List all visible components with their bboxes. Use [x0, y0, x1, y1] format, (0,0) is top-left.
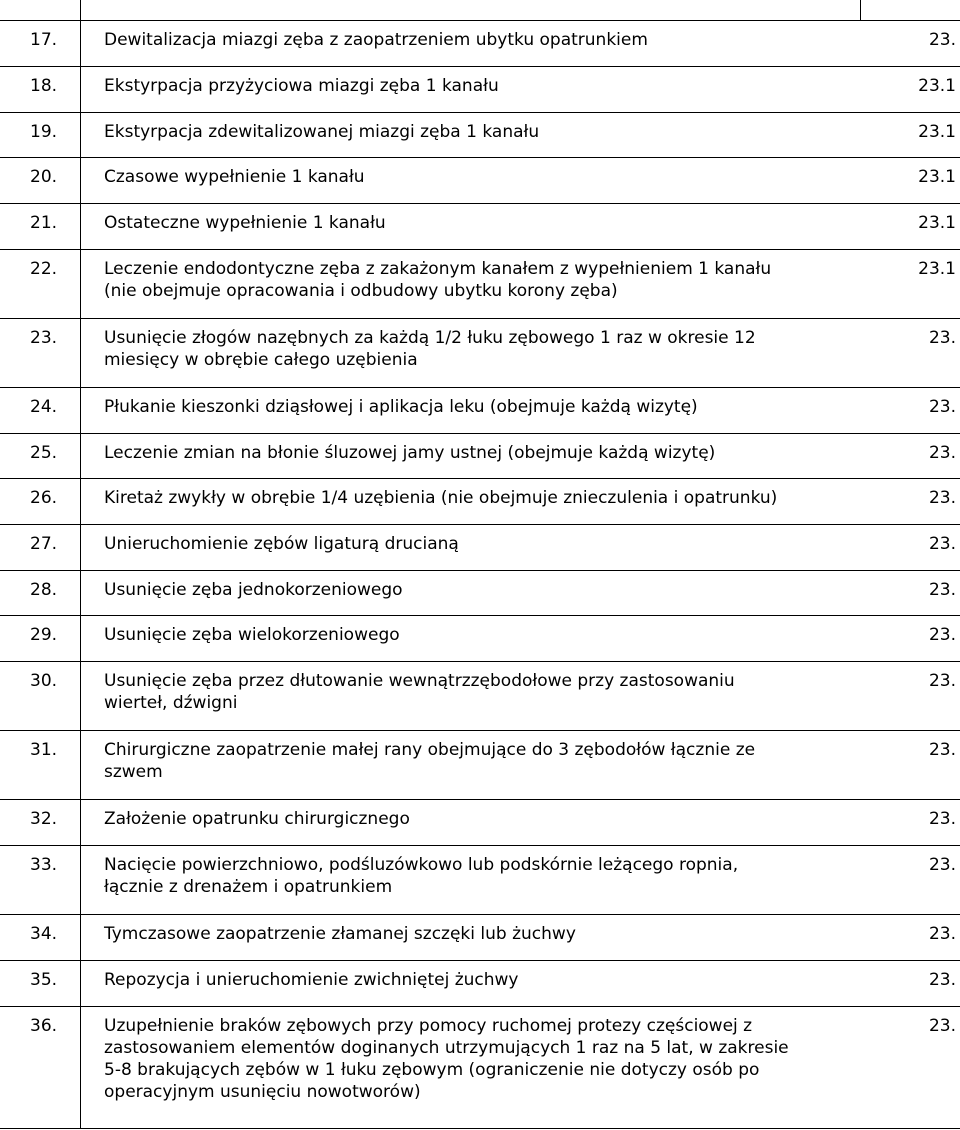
table-row — [0, 157, 960, 203]
row-code: 23.1 — [918, 259, 956, 279]
row-description: Uzupełnienie braków zębowych przy pomocy ruchomej protezy częściowej z zastosowaniem elementów doginanych utrzymujących 1 raz na 5 lat, w zakresie 5-8 brakujących zębów w 1 łuku zębowym (ograniczenie nie dotyczy osób po operacyjnym usunięciu nowotworów) — [104, 1016, 789, 1102]
row-code: 23.1 — [918, 167, 956, 187]
row-code: 23. — [928, 1016, 956, 1036]
row-description: Płukanie kieszonki dziąsłowej i aplikacja leku (obejmuje każdą wizytę) — [104, 397, 698, 417]
row-description: Usunięcie zęba jednokorzeniowego — [104, 580, 403, 600]
row-number: 23. — [30, 328, 58, 348]
row-code: 23. — [928, 924, 956, 944]
row-code: 23. — [928, 809, 956, 829]
row-number: 19. — [30, 122, 58, 142]
row-code: 23.1 — [918, 213, 956, 233]
table-row — [0, 249, 960, 318]
row-number: 36. — [30, 1016, 58, 1036]
table-row — [0, 433, 960, 478]
row-number: 20. — [30, 167, 58, 187]
row-number: 29. — [30, 625, 58, 645]
row-description: Repozycja i unieruchomienie zwichniętej żuchwy — [104, 970, 519, 990]
column-divider — [860, 0, 861, 20]
row-description: Ekstyrpacja zdewitalizowanej miazgi zęba 1 kanału — [104, 122, 540, 142]
row-description: Dewitalizacja miazgi zęba z zaopatrzeniem ubytku opatrunkiem — [104, 30, 648, 50]
row-description: Czasowe wypełnienie 1 kanału — [104, 167, 365, 187]
row-code: 23. — [928, 580, 956, 600]
row-number: 33. — [30, 855, 58, 875]
table-bottom-border — [0, 1128, 960, 1129]
table-row — [0, 661, 960, 730]
row-code: 23. — [928, 397, 956, 417]
row-number: 30. — [30, 671, 58, 691]
row-code: 23. — [928, 970, 956, 990]
row-code: 23. — [928, 328, 956, 348]
row-code: 23. — [928, 671, 956, 691]
table-row — [0, 203, 960, 249]
row-description: Założenie opatrunku chirurgicznego — [104, 809, 410, 829]
row-code: 23. — [928, 534, 956, 554]
row-number: 26. — [30, 488, 58, 508]
row-code: 23. — [928, 488, 956, 508]
row-number: 25. — [30, 443, 58, 463]
row-description: Usunięcie zęba przez dłutowanie wewnątrzzębodołowe przy zastosowaniu wierteł, dźwigni — [104, 671, 735, 713]
table-row — [0, 914, 960, 960]
row-number: 21. — [30, 213, 58, 233]
row-description: Usunięcie zęba wielokorzeniowego — [104, 625, 400, 645]
table-row — [0, 1006, 960, 1128]
row-number: 31. — [30, 740, 58, 760]
table-row — [0, 318, 960, 387]
table-row — [0, 960, 960, 1006]
table-row — [0, 478, 960, 524]
table-row — [0, 66, 960, 112]
row-description: Ekstyrpacja przyżyciowa miazgi zęba 1 kanału — [104, 76, 499, 96]
row-code: 23.1 — [918, 76, 956, 96]
table-row — [0, 799, 960, 845]
row-code: 23. — [928, 30, 956, 50]
row-code: 23. — [928, 740, 956, 760]
row-number: 17. — [30, 30, 58, 50]
row-description: Tymczasowe zaopatrzenie złamanej szczęki lub żuchwy — [104, 924, 576, 944]
row-description: Usunięcie złogów nazębnych za każdą 1/2 łuku zębowego 1 raz w okresie 12 miesięcy w obrębie całego uzębienia — [104, 328, 756, 370]
row-number: 34. — [30, 924, 58, 944]
row-description: Unieruchomienie zębów ligaturą drucianą — [104, 534, 459, 554]
row-description: Leczenie endodontyczne zęba z zakażonym kanałem z wypełnieniem 1 kanału (nie obejmuje opracowania i odbudowy ubytku korony zęba) — [104, 259, 772, 301]
column-divider — [80, 0, 81, 1128]
row-number: 27. — [30, 534, 58, 554]
table-row — [0, 20, 960, 66]
row-number: 22. — [30, 259, 58, 279]
table-row — [0, 524, 960, 570]
row-number: 35. — [30, 970, 58, 990]
table-row — [0, 570, 960, 615]
table-row — [0, 615, 960, 661]
row-description: Nacięcie powierzchniowo, podśluzówkowo lub podskórnie leżącego ropnia, łącznie z drenażem i opatrunkiem — [104, 855, 739, 897]
row-number: 32. — [30, 809, 58, 829]
row-code: 23. — [928, 625, 956, 645]
table-row — [0, 112, 960, 157]
row-code: 23. — [928, 855, 956, 875]
row-description: Leczenie zmian na błonie śluzowej jamy ustnej (obejmuje każdą wizytę) — [104, 443, 716, 463]
row-code: 23.1 — [918, 122, 956, 142]
row-description: Kiretaż zwykły w obrębie 1/4 uzębienia (nie obejmuje znieczulenia i opatrunku) — [104, 488, 778, 508]
table-row — [0, 845, 960, 914]
row-number: 24. — [30, 397, 58, 417]
row-number: 18. — [30, 76, 58, 96]
row-description: Chirurgiczne zaopatrzenie małej rany obejmujące do 3 zębodołów łącznie ze szwem — [104, 740, 756, 782]
table-row — [0, 387, 960, 433]
row-number: 28. — [30, 580, 58, 600]
row-description: Ostateczne wypełnienie 1 kanału — [104, 213, 386, 233]
row-code: 23. — [928, 443, 956, 463]
table-row — [0, 730, 960, 799]
